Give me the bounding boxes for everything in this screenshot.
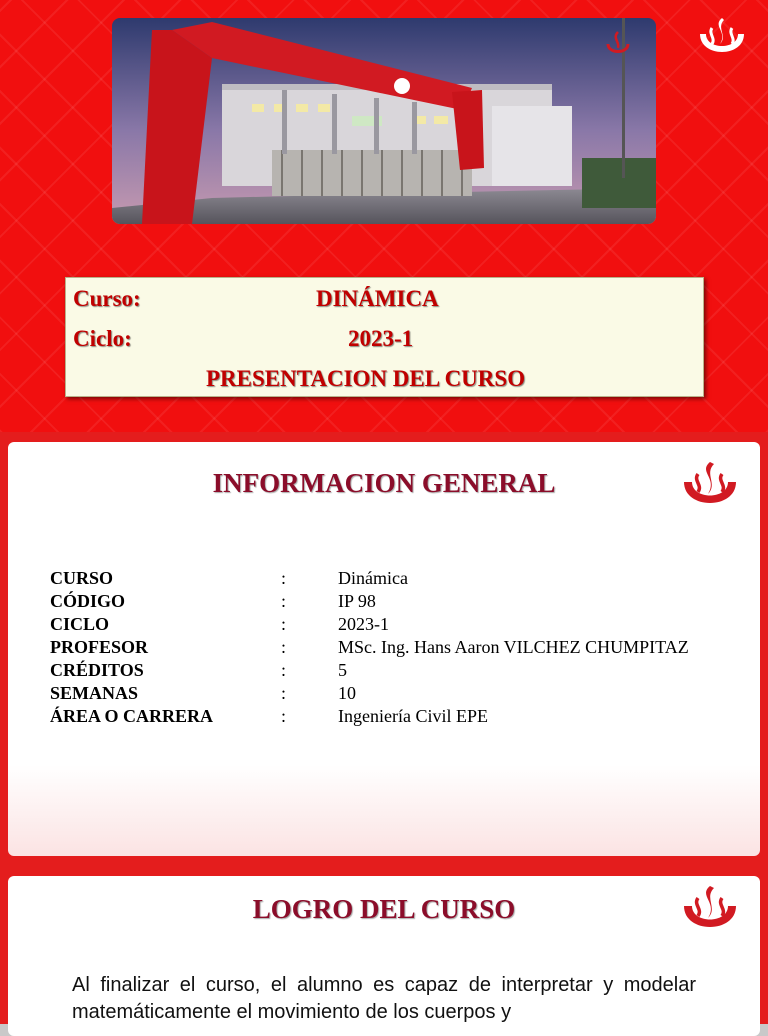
ciclo-value: 2023-1 bbox=[348, 326, 414, 351]
upc-logo-icon bbox=[694, 14, 750, 58]
info-value: 5 bbox=[338, 660, 347, 680]
info-label: ÁREA O CARRERA bbox=[50, 706, 214, 726]
info-separator: : bbox=[281, 614, 287, 634]
curso-label: Curso: bbox=[73, 286, 141, 311]
curso-value: DINÁMICA bbox=[316, 286, 439, 311]
course-title-box bbox=[65, 277, 704, 397]
info-row-creditos bbox=[50, 660, 750, 683]
upc-logo-icon bbox=[680, 460, 740, 508]
info-separator: : bbox=[281, 568, 287, 588]
info-row-semanas bbox=[50, 683, 750, 706]
info-separator: : bbox=[281, 637, 287, 657]
info-value: Dinámica bbox=[338, 568, 408, 588]
info-row-ciclo bbox=[50, 614, 750, 637]
info-value: 10 bbox=[338, 683, 356, 703]
info-label: CICLO bbox=[50, 614, 110, 634]
info-label: CURSO bbox=[50, 568, 114, 588]
info-label: CRÉDITOS bbox=[50, 660, 144, 680]
logro-title: LOGRO DEL CURSO bbox=[252, 894, 516, 924]
campus-gate-photo bbox=[112, 18, 656, 224]
info-label: PROFESOR bbox=[50, 637, 149, 657]
info-row-codigo bbox=[50, 591, 750, 614]
info-value: MSc. Ing. Hans Aaron VILCHEZ CHUMPITAZ bbox=[338, 637, 689, 657]
info-separator: : bbox=[281, 591, 287, 611]
info-label: SEMANAS bbox=[50, 683, 139, 703]
info-title: INFORMACION GENERAL bbox=[212, 468, 556, 498]
logro-slide bbox=[0, 866, 768, 1024]
info-slide bbox=[0, 432, 768, 866]
info-label: CÓDIGO bbox=[50, 591, 126, 611]
info-value: IP 98 bbox=[338, 591, 376, 611]
info-separator: : bbox=[281, 706, 287, 726]
info-value: Ingeniería Civil EPE bbox=[338, 706, 488, 726]
title-slide bbox=[0, 0, 768, 432]
logro-card bbox=[8, 876, 760, 1036]
info-separator: : bbox=[281, 683, 287, 703]
presentation-subtitle: PRESENTACION DEL CURSO bbox=[206, 366, 526, 391]
info-row-profesor bbox=[50, 637, 750, 660]
info-value: 2023-1 bbox=[338, 614, 389, 634]
logro-paragraph: Al finalizar el curso, el alumno es capaz de interpretar y modelar matemáticamente el movimiento de los cuerpos y bbox=[72, 974, 696, 1023]
info-card bbox=[8, 442, 760, 856]
info-row-curso bbox=[50, 568, 750, 591]
info-row-area bbox=[50, 706, 750, 729]
ciclo-label: Ciclo: bbox=[73, 326, 132, 351]
upc-logo-icon bbox=[680, 884, 740, 932]
info-separator: : bbox=[281, 660, 287, 680]
